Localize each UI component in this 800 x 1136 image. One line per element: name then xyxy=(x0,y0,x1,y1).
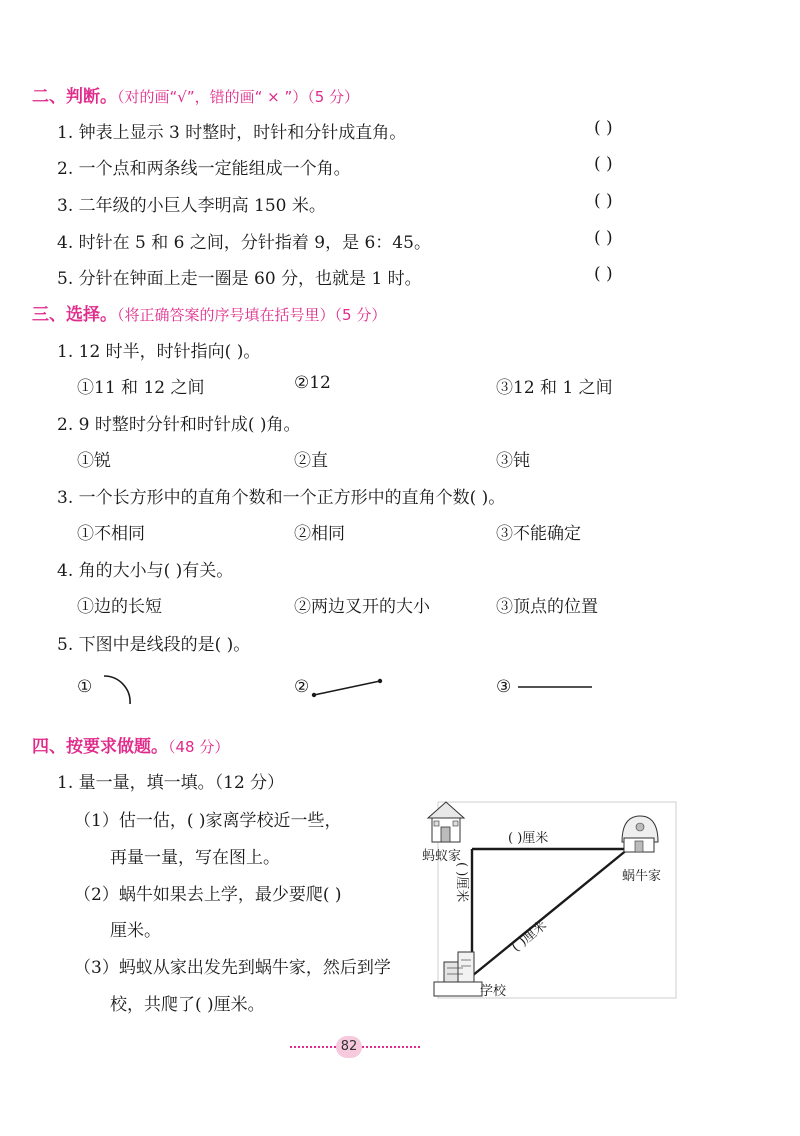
judge-item-5: 5. 分针在钟面上走一圈是 60 分，也就是 1 时。 xyxy=(57,269,422,289)
q3-option-c[interactable]: ③不能确定 xyxy=(496,524,581,544)
answer-blank-2[interactable]: ( ) xyxy=(594,154,613,174)
arc-figure xyxy=(96,668,146,710)
q2-option-a[interactable]: ①锐 xyxy=(77,451,111,471)
snail-house-icon xyxy=(622,816,658,852)
ant-to-school-distance-blank[interactable]: ( )厘米 xyxy=(454,862,469,903)
q1-option-c[interactable]: ③12 和 1 之间 xyxy=(496,378,613,398)
school-label: 学校 xyxy=(480,984,507,999)
task-1-part-3: （3）蚂蚁从家出发先到蜗牛家，然后到学 xyxy=(74,958,391,978)
choice-question-2: 2. 9 时整时分针和时针成( )角。 xyxy=(57,415,301,435)
task-1-part-3-cont: 校，共爬了( )厘米。 xyxy=(110,995,265,1015)
q4-option-c[interactable]: ③顶点的位置 xyxy=(496,597,598,617)
task-1-part-2-cont: 厘米。 xyxy=(110,921,161,941)
section-3-title: 三、选择。 xyxy=(32,305,117,325)
path-snail-to-school xyxy=(472,849,628,976)
section-4-note: （48 分） xyxy=(168,738,230,756)
page-number: 82 xyxy=(336,1036,362,1058)
choice-question-4: 4. 角的大小与( )有关。 xyxy=(57,561,234,581)
line-figure xyxy=(516,680,596,694)
answer-blank-5[interactable]: ( ) xyxy=(594,264,613,284)
ant-home-label: 蚂蚁家 xyxy=(422,849,462,864)
task-1-part-1-cont: 再量一量，写在图上。 xyxy=(110,848,280,868)
q5-option-c[interactable]: ③ xyxy=(496,677,512,697)
judge-item-4: 4. 时针在 5 和 6 之间，分针指着 9，是 6：45。 xyxy=(57,233,431,253)
section-3-note: （将正确答案的序号填在括号里）（5 分） xyxy=(117,306,387,324)
q5-option-a[interactable]: ① xyxy=(77,677,93,697)
snail-to-school-distance-blank[interactable]: ( )厘米 xyxy=(509,918,550,956)
judge-item-3: 3. 二年级的小巨人李明高 150 米。 xyxy=(57,196,326,216)
choice-question-1: 1. 12 时半，时针指向( )。 xyxy=(57,342,261,362)
q5-option-b[interactable]: ② xyxy=(294,677,310,697)
answer-blank-4[interactable]: ( ) xyxy=(594,228,613,248)
q2-option-c[interactable]: ③钝 xyxy=(496,451,530,471)
answer-blank-1[interactable]: ( ) xyxy=(594,118,613,138)
section-2-heading xyxy=(32,82,359,107)
ant-to-snail-distance-blank[interactable]: ( )厘米 xyxy=(508,831,549,846)
choice-question-5: 5. 下图中是线段的是( )。 xyxy=(57,635,251,655)
snail-home-label: 蜗牛家 xyxy=(622,869,662,884)
q1-option-b[interactable]: ②12 xyxy=(294,373,331,393)
segment-figure xyxy=(310,674,390,700)
section-4-title: 四、按要求做题。 xyxy=(32,737,168,757)
q1-option-a[interactable]: ①11 和 12 之间 xyxy=(77,378,205,398)
q3-option-b[interactable]: ②相同 xyxy=(294,524,345,544)
judge-item-2: 2. 一个点和两条线一定能组成一个角。 xyxy=(57,159,351,179)
q3-option-a[interactable]: ①不相同 xyxy=(77,524,145,544)
answer-blank-3[interactable]: ( ) xyxy=(594,191,613,211)
section-4-heading xyxy=(32,732,229,757)
choice-question-3: 3. 一个长方形中的直角个数和一个正方形中的直角个数( )。 xyxy=(57,488,506,508)
task-1-part-1: （1）估一估，( )家离学校近一些， xyxy=(74,811,342,831)
q4-option-a[interactable]: ①边的长短 xyxy=(77,597,162,617)
ant-house-icon xyxy=(428,802,464,842)
section-3-heading xyxy=(32,300,386,325)
task-1-title: 1. 量一量，填一填。（12 分） xyxy=(57,773,285,793)
judge-item-1: 1. 钟表上显示 3 时整时，时针和分针成直角。 xyxy=(57,123,407,143)
q4-option-b[interactable]: ②两边叉开的大小 xyxy=(294,597,430,617)
distance-map xyxy=(408,794,688,1006)
q2-option-b[interactable]: ②直 xyxy=(294,451,328,471)
task-1-part-2: （2）蜗牛如果去上学，最少要爬( ) xyxy=(74,885,342,905)
section-2-title: 二、判断。 xyxy=(32,87,117,107)
section-2-note: （对的画“√”，错的画“ × ”）（5 分） xyxy=(117,88,360,106)
